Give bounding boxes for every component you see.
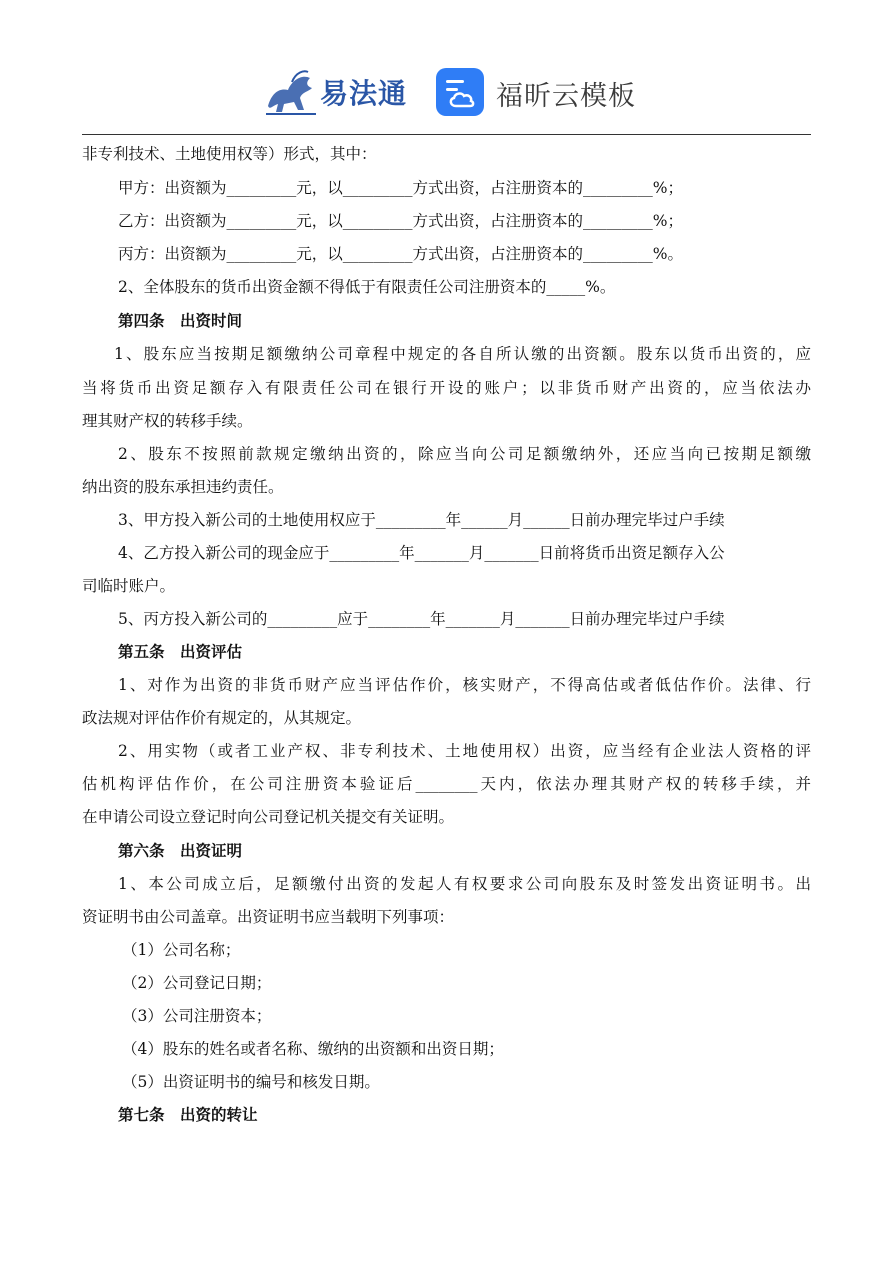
section-heading: 第四条 出资时间 (118, 311, 243, 330)
list-item: （5）出资证明书的编号和核发日期。 (122, 1073, 380, 1091)
yifatong-logo (262, 62, 412, 120)
list-item: （1）公司名称； (122, 941, 241, 959)
page-header (0, 52, 893, 124)
paragraph-line: 非专利技术、土地使用权等）形式，其中： (82, 145, 377, 163)
section-heading: 第五条 出资评估 (118, 642, 243, 661)
party-c-contribution: 丙方：出资额为_________元，以_________方式出资，占注册资本的_________%。 (118, 245, 683, 263)
header-divider (82, 134, 811, 135)
cloud-document-icon (434, 66, 486, 118)
paragraph-line: 1、本公司成立后，足额缴付出资的发起人有权要求公司向股东及时签发出资证明书。出 (118, 875, 811, 893)
paragraph-line: 4、乙方投入新公司的现金应于_________年_______月_______日前将货币出资足额存入公 (118, 544, 725, 562)
paragraph-line: 5、丙方投入新公司的_________应于________年_______月_______日前办理完毕过户手续 (118, 610, 725, 628)
paragraph-line: 2、用实物（或者工业产权、非专利技术、土地使用权）出资，应当经有企业法人资格的评 (118, 742, 811, 760)
paragraph-line: 1、对作为出资的非货币财产应当评估作价，核实财产，不得高估或者低估作价。法律、行 (118, 676, 811, 694)
foxit-template-logo (434, 66, 644, 118)
yifatong-logo-text: 易法通 (320, 77, 408, 110)
paragraph-line: 2、股东不按照前款规定缴纳出资的，除应当向公司足额缴纳外，还应当向已按期足额缴 (118, 445, 811, 463)
foxit-template-logo-text: 福昕云模板 (496, 81, 636, 112)
section-heading: 第七条 出资的转让 (118, 1105, 258, 1124)
party-b-contribution: 乙方：出资额为_________元，以_________方式出资，占注册资本的_________%； (118, 212, 683, 230)
party-a-contribution: 甲方：出资额为_________元，以_________方式出资，占注册资本的_________%； (118, 179, 683, 197)
paragraph-line: 政法规对评估作价有规定的，从其规定。 (82, 709, 362, 727)
paragraph-line: 在申请公司设立登记时向公司登记机关提交有关证明。 (82, 808, 455, 826)
paragraph-line: 估机构评估作价，在公司注册资本验证后________天内，依法办理其财产权的转移手续，并 (82, 775, 811, 793)
qilin-icon (262, 62, 320, 120)
paragraph-line: 纳出资的股东承担违约责任。 (82, 478, 284, 496)
section-heading: 第六条 出资证明 (118, 841, 243, 860)
paragraph-line: 3、甲方投入新公司的土地使用权应于_________年______月______日前办理完毕过户手续 (118, 511, 725, 529)
list-item: （4）股东的姓名或者名称、缴纳的出资额和出资日期； (122, 1040, 504, 1058)
paragraph-line: 2、全体股东的货币出资金额不得低于有限责任公司注册资本的_____%。 (118, 278, 616, 296)
paragraph-line: 理其财产权的转移手续。 (82, 412, 253, 430)
paragraph-line: 司临时账户。 (82, 577, 176, 595)
paragraph-line: 资证明书由公司盖章。出资证明书应当载明下列事项： (82, 908, 455, 926)
list-item: （3）公司注册资本； (122, 1007, 272, 1025)
list-item: （2）公司登记日期； (122, 974, 272, 992)
paragraph-line: 1、股东应当按期足额缴纳公司章程中规定的各自所认缴的出资额。股东以货币出资的，应 (114, 345, 811, 363)
paragraph-line: 当将货币出资足额存入有限责任公司在银行开设的账户；以非货币财产出资的，应当依法办 (82, 379, 811, 397)
